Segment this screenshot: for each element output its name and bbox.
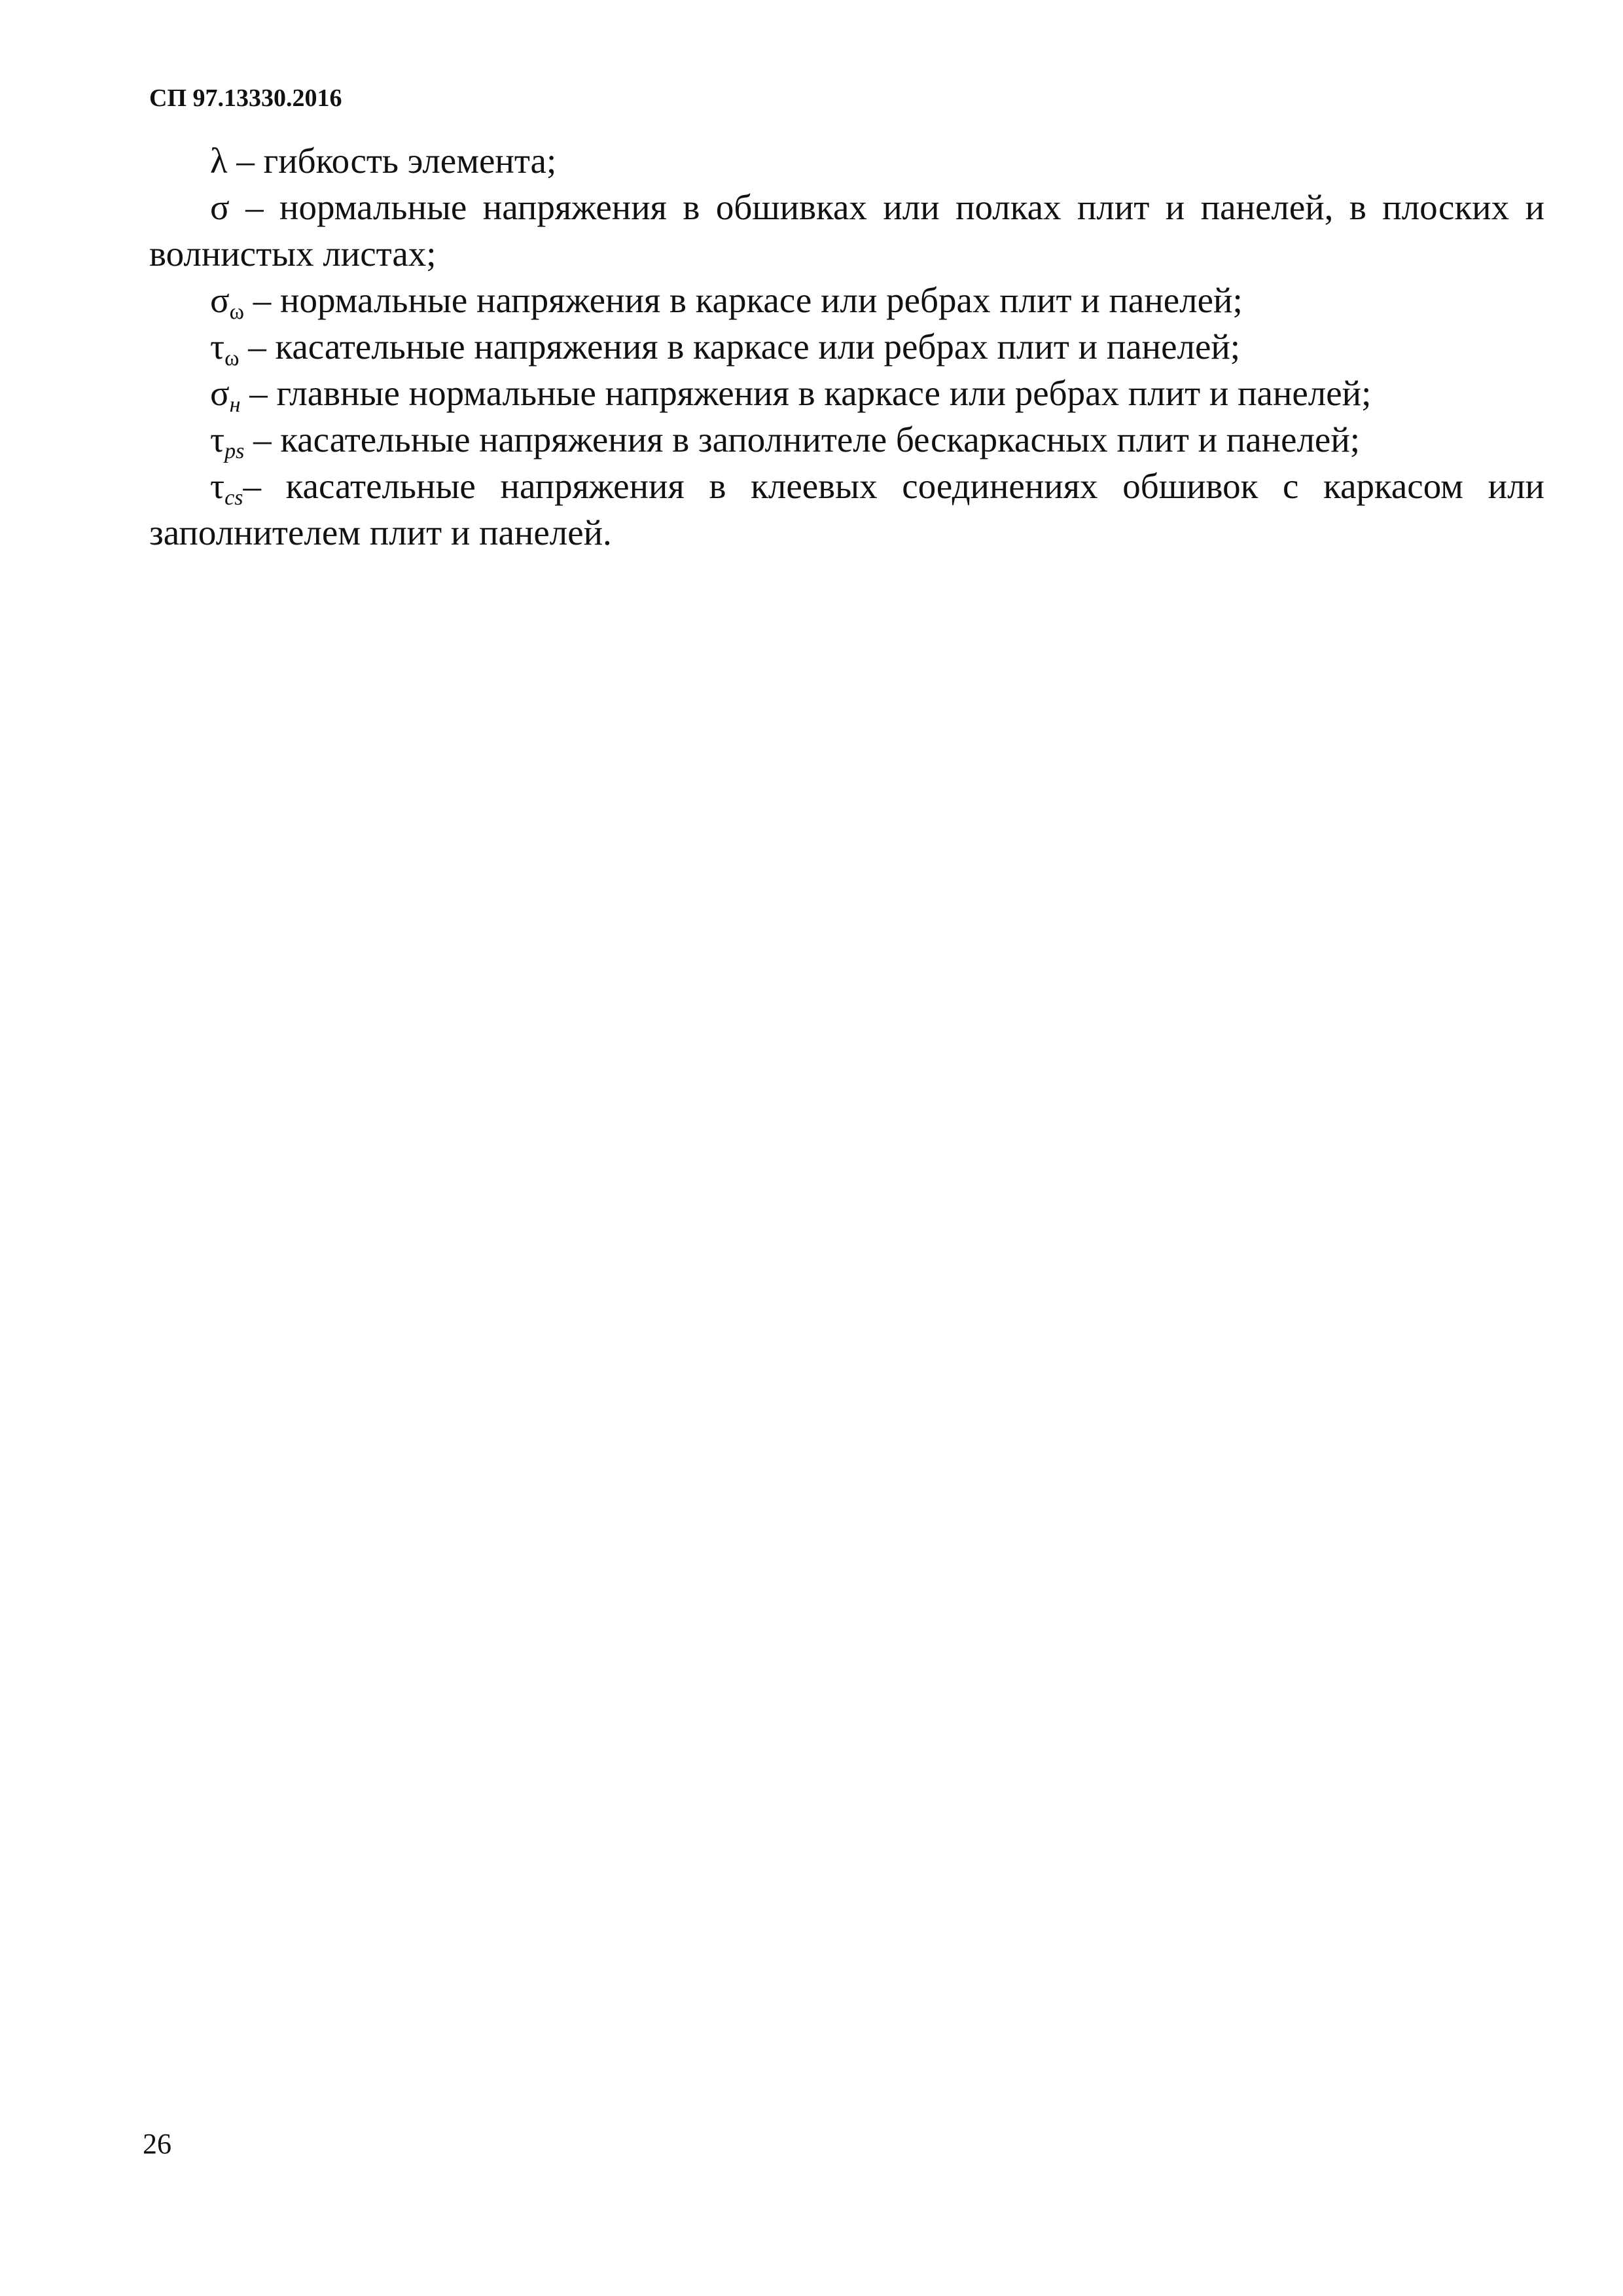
definition-sigma-omega [149, 277, 1544, 323]
symbol: τ [210, 420, 225, 459]
definition-sigma [149, 184, 1544, 277]
definition-lambda [149, 137, 1544, 184]
symbol-subscript: н [229, 393, 241, 417]
symbol: τ [210, 327, 225, 367]
symbol: λ [210, 141, 228, 181]
symbol: σ [210, 280, 230, 320]
definitions-list [149, 137, 1544, 556]
symbol-subscript: cs [224, 486, 243, 510]
definition-tau-ps [149, 416, 1544, 463]
definition-text: – касательные напряжения в клеевых соединениях обшивок с каркасом или заполнителем плит и панелей. [149, 466, 1544, 552]
page-number: 26 [143, 2128, 171, 2160]
definition-text: – касательные напряжения в заполнителе бескаркасных плит и панелей; [244, 420, 1361, 459]
symbol: τ [210, 466, 225, 506]
definition-text: – нормальные напряжения в обшивках или полках плит и панелей, в плоских и волнистых листах; [149, 187, 1544, 274]
definition-text: – гибкость элемента; [227, 141, 557, 181]
definition-text: – нормальные напряжения в каркасе или ребрах плит и панелей; [244, 280, 1243, 320]
definition-sigma-n [149, 370, 1544, 416]
symbol-subscript: ps [224, 439, 245, 463]
symbol: σ [210, 373, 230, 413]
symbol-subscript: ω [224, 346, 240, 370]
definition-tau-omega [149, 323, 1544, 370]
definition-tau-cs [149, 463, 1544, 556]
symbol: σ [210, 187, 230, 227]
symbol-subscript: ω [229, 300, 245, 324]
document-code-header: СП 97.13330.2016 [149, 84, 342, 112]
definition-text: – главные нормальные напряжения в каркасе или ребрах плит и панелей; [240, 373, 1372, 413]
definition-text: – касательные напряжения в каркасе или ребрах плит и панелей; [239, 327, 1241, 367]
